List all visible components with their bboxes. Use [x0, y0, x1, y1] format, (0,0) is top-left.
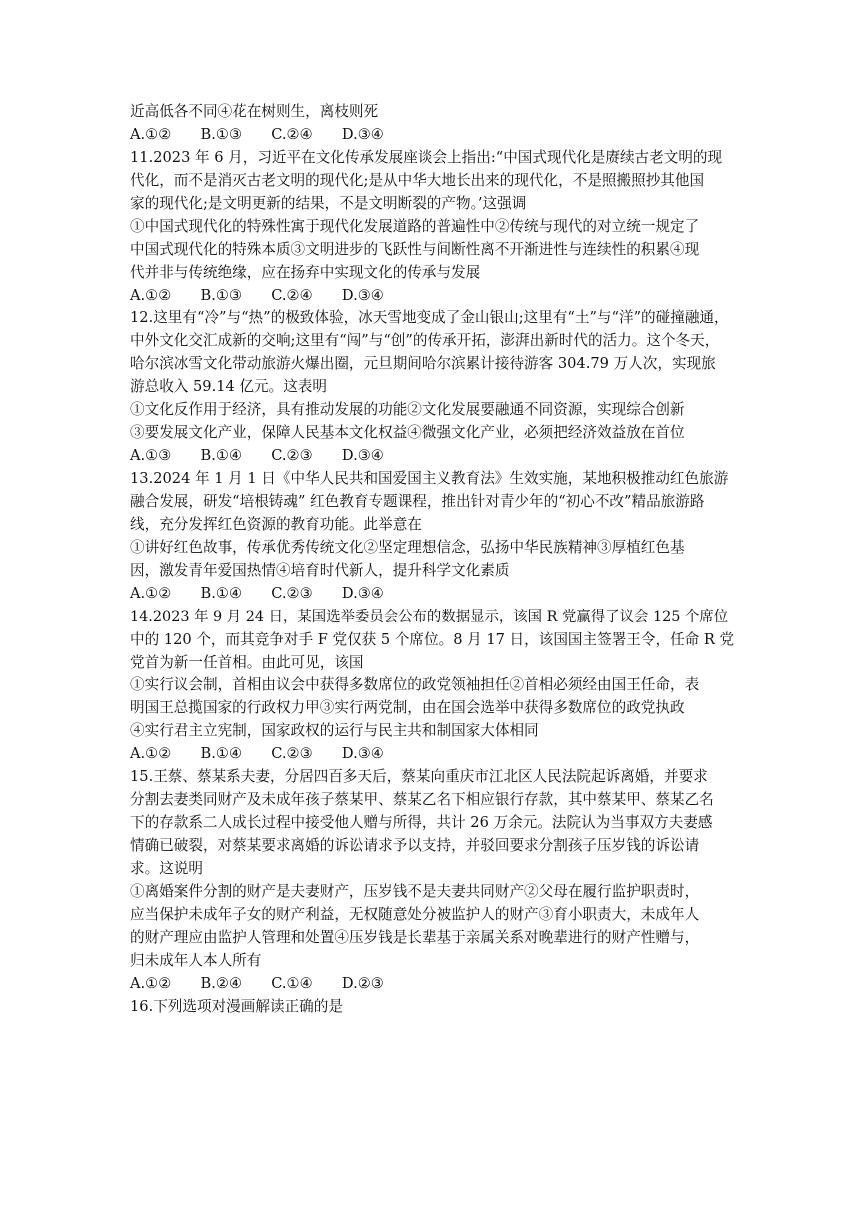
text-line: 因，激发青年爱国热情④培育时代新人，提升科学文化素质 — [130, 561, 510, 579]
text-line: 代化，而不是消灭古老文明的现代化;是从中华大地长出来的现代化，不是照搬照抄其他国 — [130, 171, 705, 189]
question-12-stem: 12.这里有“冷”与“热”的极致体验，冰天雪地变成了金山银山;这里有“土”与“洋”的碰撞融通， — [130, 309, 729, 327]
text-line: ④实行君主立宪制，国家政权的运行与民主共和制国家大体相同 — [130, 722, 539, 740]
text-line: ①离婚案件分割的财产是夫妻财产，压岁钱不是夫妻共同财产②父母在履行监护职责时， — [130, 882, 700, 900]
text-line: 线，充分发挥红色资源的教育功能。此举意在 — [130, 515, 422, 533]
text-line: 代并非与传统绝缘，应在扬弃中实现文化的传承与发展 — [130, 263, 481, 281]
text-line: 的财产理应由监护人管理和处置④压岁钱是长辈基于亲属关系对晚辈进行的财产性赠与， — [130, 928, 700, 946]
text-line: 分割去妻类同财产及未成年孩子蔡某甲、蔡某乙名下相应银行存款，其中蔡某甲、蔡某乙名 — [130, 791, 714, 809]
question-15-stem: 15.王蔡、蔡某系夫妻，分居四百多天后，蔡某向重庆市江北区人民法院起诉离婚，并要求 — [130, 768, 708, 786]
text-line: ①中国式现代化的特殊性寓于现代化发展道路的普遍性中②传统与现代的对立统一规定了 — [130, 217, 700, 235]
text-line: 下的存款系二人成长过程中接受他人赠与所得，共计 26 万余元。法院认为当事双方夫妻感 — [130, 814, 713, 832]
text-line: ①讲好红色故事，传承优秀传统文化②坚定理想信念，弘扬中华民族精神③厚植红色基 — [130, 538, 685, 556]
answer-options: A.①② B.①③ C.②④ D.③④ — [130, 125, 384, 143]
question-13-stem: 13.2024 年 1 月 1 日《中华人民共和国爱国主义教育法》生效实施，某地积极推动红色旅游 — [130, 470, 729, 487]
text-line: ①实行议会制，首相由议会中获得多数席位的政党领袖担任②首相必须经由国王任命，表 — [130, 676, 700, 694]
text-line: ③要发展文化产业，保障人民基本文化权益④微强文化产业，必须把经济效益放在首位 — [130, 424, 685, 442]
text-line: 求。这说明 — [130, 859, 203, 877]
text-line: 应当保护未成年子女的财产利益，无权随意处分被监护人的财产③育小职责大，未成年人 — [130, 905, 700, 923]
text-line: 家的现代化;是文明更新的结果，不是文明断裂的产物。’这强调 — [130, 194, 527, 212]
text-line: 哈尔滨冰雪文化带动旅游火爆出圈，元旦期间哈尔滨累计接待游客 304.79 万人次，实现旅 — [130, 355, 716, 373]
answer-options: A.①② B.②④ C.①④ D.②③ — [130, 974, 384, 992]
text-line: 明国王总揽国家的行政权力甲③实行两党制，由在国会选举中获得多数席位的政党执政 — [130, 699, 685, 717]
text-line: 游总收入 59.14 亿元。这表明 — [130, 378, 327, 396]
answer-options: A.①② B.①④ C.②③ D.③④ — [130, 584, 384, 602]
text-line: 中国式现代化的特殊本质③文明进步的飞跃性与间断性离不开渐进性与连续性的积累④现 — [130, 240, 700, 258]
text-line: 近高低各不同④花在树则生，离枝则死 — [130, 103, 379, 120]
text-line: 中外文化交汇成新的交响;这里有“闯”与“创”的传承开拓，澎湃出新时代的活力。这个冬天， — [130, 332, 720, 350]
text-line: 党首为新一任首相。由此可见，该国 — [130, 653, 364, 671]
document-body — [130, 101, 735, 1019]
text-line: ①文化反作用于经济，具有推动发展的功能②文化发展要融通不同资源，实现综合创新 — [130, 401, 685, 419]
answer-options: A.①③ B.①④ C.②③ D.③④ — [130, 447, 384, 465]
question-16-stem: 16.下列选项对漫画解读正确的是 — [130, 997, 343, 1015]
question-14-stem: 14.2023 年 9 月 24 日，某国选举委员会公布的数据显示，该国 R 党赢得了议会 125 个席位 — [130, 608, 729, 625]
text-line: 情确已破裂，对蔡某要求离婚的诉讼请求予以支持，并驳回要求分割孩子压岁钱的诉讼请 — [130, 837, 700, 854]
text-line: 中的 120 个，而其竞争对手 F 党仅获 5 个席位。8 月 17 日，该国国主签署王令，任命 R 党 — [130, 630, 735, 648]
question-11-stem: 11.2023 年 6 月，习近平在文化传承发展座谈会上指出:“中国式现代化是赓续古老文明的现 — [130, 148, 723, 166]
answer-options: A.①② B.①④ C.②③ D.③④ — [130, 745, 384, 763]
answer-options: A.①② B.①③ C.②④ D.③④ — [130, 286, 384, 304]
text-line: 融合发展，研发“培根铸魂” 红色教育专题课程，推出针对青少年的“初心不改”精品旅游路 — [130, 492, 705, 510]
text-line: 归未成年人本人所有 — [130, 951, 262, 969]
